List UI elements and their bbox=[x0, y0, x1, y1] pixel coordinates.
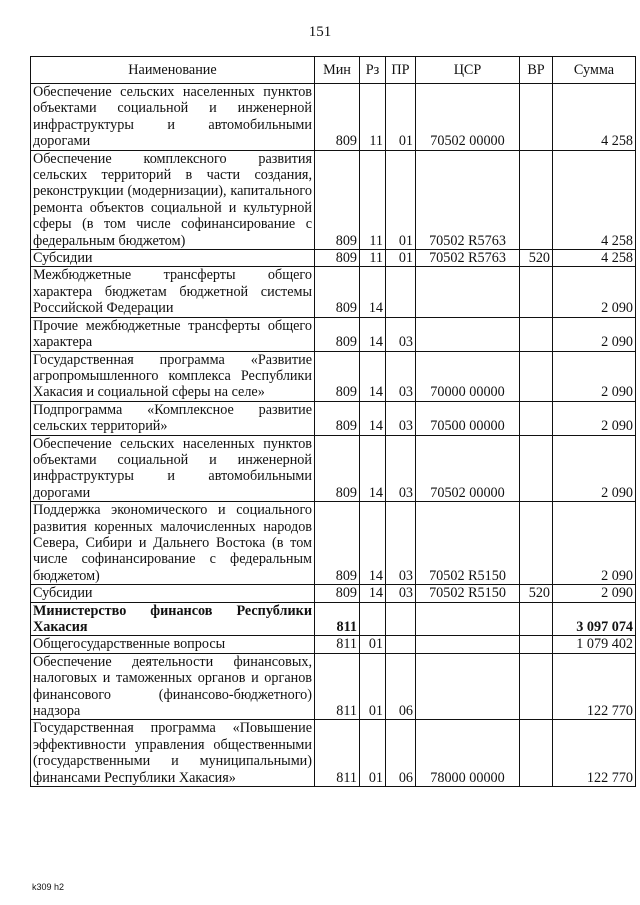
cell-csr: 70502 00000 bbox=[416, 84, 520, 151]
table-row bbox=[31, 250, 636, 267]
cell-csr: 70502 R5150 bbox=[416, 585, 520, 602]
table-row bbox=[31, 435, 636, 502]
table-row bbox=[31, 720, 636, 787]
cell-min: 809 bbox=[315, 150, 360, 249]
table-row bbox=[31, 317, 636, 351]
cell-pr: 03 bbox=[386, 401, 416, 435]
table-row bbox=[31, 653, 636, 720]
header-csr: ЦСР bbox=[416, 57, 520, 84]
cell-vr: 520 bbox=[520, 585, 553, 602]
cell-rz: 14 bbox=[360, 267, 386, 317]
table-header-row bbox=[31, 57, 636, 84]
cell-sum: 122 770 bbox=[553, 653, 636, 720]
cell-name: Субсидии bbox=[31, 250, 315, 267]
cell-csr bbox=[416, 653, 520, 720]
table-row bbox=[31, 84, 636, 151]
header-name: Наименование bbox=[31, 57, 315, 84]
cell-rz bbox=[360, 602, 386, 636]
cell-rz: 14 bbox=[360, 585, 386, 602]
cell-vr bbox=[520, 267, 553, 317]
cell-rz: 14 bbox=[360, 351, 386, 401]
cell-min: 809 bbox=[315, 401, 360, 435]
cell-vr bbox=[520, 602, 553, 636]
cell-min: 809 bbox=[315, 585, 360, 602]
cell-name: Обеспечение сельских населенных пунктов объектами социальной и инженерной инфраструктуры и автомобильными дорогами bbox=[31, 435, 315, 502]
cell-csr: 70000 00000 bbox=[416, 351, 520, 401]
cell-pr: 03 bbox=[386, 317, 416, 351]
cell-rz: 14 bbox=[360, 435, 386, 502]
cell-sum: 4 258 bbox=[553, 250, 636, 267]
cell-vr: 520 bbox=[520, 250, 553, 267]
header-pr: ПР bbox=[386, 57, 416, 84]
cell-name: Прочие межбюджетные трансферты общего характера bbox=[31, 317, 315, 351]
header-vr: ВР bbox=[520, 57, 553, 84]
cell-min: 809 bbox=[315, 435, 360, 502]
cell-min: 811 bbox=[315, 653, 360, 720]
table-row bbox=[31, 150, 636, 249]
footer-code: k309 h2 bbox=[32, 882, 65, 892]
cell-csr: 70500 00000 bbox=[416, 401, 520, 435]
cell-pr: 01 bbox=[386, 150, 416, 249]
cell-csr: 70502 R5150 bbox=[416, 502, 520, 585]
cell-sum: 2 090 bbox=[553, 585, 636, 602]
cell-csr: 70502 00000 bbox=[416, 435, 520, 502]
cell-min: 809 bbox=[315, 267, 360, 317]
cell-min: 811 bbox=[315, 720, 360, 787]
cell-name: Обеспечение деятельности финансовых, налоговых и таможенных органов и органов финансового (финансово-бюджетного) надзора bbox=[31, 653, 315, 720]
cell-sum: 2 090 bbox=[553, 351, 636, 401]
cell-pr: 06 bbox=[386, 653, 416, 720]
table-row bbox=[31, 636, 636, 653]
budget-table bbox=[30, 56, 636, 787]
cell-csr bbox=[416, 602, 520, 636]
cell-csr bbox=[416, 317, 520, 351]
cell-vr bbox=[520, 351, 553, 401]
cell-sum: 4 258 bbox=[553, 84, 636, 151]
table-row bbox=[31, 585, 636, 602]
cell-csr: 78000 00000 bbox=[416, 720, 520, 787]
cell-sum: 122 770 bbox=[553, 720, 636, 787]
table-body bbox=[31, 84, 636, 787]
cell-sum: 2 090 bbox=[553, 401, 636, 435]
cell-name: Межбюджетные трансферты общего характера бюджетам бюджетной системы Российской Федерации bbox=[31, 267, 315, 317]
table-row bbox=[31, 267, 636, 317]
cell-sum: 2 090 bbox=[553, 317, 636, 351]
cell-name: Поддержка экономического и социального развития коренных малочисленных народов Севера, Сибири и Дальнего Востока (в том числе софинансирование с федеральным бюджетом) bbox=[31, 502, 315, 585]
cell-sum: 2 090 bbox=[553, 502, 636, 585]
cell-rz: 01 bbox=[360, 653, 386, 720]
cell-min: 809 bbox=[315, 84, 360, 151]
cell-min: 811 bbox=[315, 636, 360, 653]
cell-name: Государственная программа «Развитие агропромышленного комплекса Республики Хакасия и социальной сферы на селе» bbox=[31, 351, 315, 401]
cell-pr bbox=[386, 636, 416, 653]
cell-vr bbox=[520, 435, 553, 502]
table-row bbox=[31, 351, 636, 401]
header-sum: Сумма bbox=[553, 57, 636, 84]
table-row bbox=[31, 401, 636, 435]
cell-csr bbox=[416, 267, 520, 317]
cell-sum: 1 079 402 bbox=[553, 636, 636, 653]
cell-vr bbox=[520, 84, 553, 151]
cell-pr: 01 bbox=[386, 84, 416, 151]
cell-min: 809 bbox=[315, 502, 360, 585]
cell-pr bbox=[386, 267, 416, 317]
cell-min: 811 bbox=[315, 602, 360, 636]
cell-vr bbox=[520, 150, 553, 249]
cell-rz: 01 bbox=[360, 720, 386, 787]
cell-sum: 3 097 074 bbox=[553, 602, 636, 636]
cell-name: Государственная программа «Повышение эффективности управления общественными (государственными и муниципальными) финансами Республики Хакасия» bbox=[31, 720, 315, 787]
cell-rz: 11 bbox=[360, 250, 386, 267]
cell-vr bbox=[520, 720, 553, 787]
cell-sum: 2 090 bbox=[553, 435, 636, 502]
header-min: Мин bbox=[315, 57, 360, 84]
cell-min: 809 bbox=[315, 351, 360, 401]
cell-csr: 70502 R5763 bbox=[416, 150, 520, 249]
cell-rz: 14 bbox=[360, 317, 386, 351]
cell-rz: 11 bbox=[360, 150, 386, 249]
cell-rz: 11 bbox=[360, 84, 386, 151]
cell-csr bbox=[416, 636, 520, 653]
cell-pr: 03 bbox=[386, 435, 416, 502]
cell-min: 809 bbox=[315, 250, 360, 267]
cell-pr: 01 bbox=[386, 250, 416, 267]
header-rz: Рз bbox=[360, 57, 386, 84]
cell-rz: 14 bbox=[360, 401, 386, 435]
cell-name: Подпрограмма «Комплексное развитие сельских территорий» bbox=[31, 401, 315, 435]
cell-vr bbox=[520, 317, 553, 351]
cell-csr: 70502 R5763 bbox=[416, 250, 520, 267]
cell-name: Обеспечение сельских населенных пунктов объектами социальной и инженерной инфраструктуры и автомобильными дорогами bbox=[31, 84, 315, 151]
cell-vr bbox=[520, 636, 553, 653]
cell-vr bbox=[520, 401, 553, 435]
cell-min: 809 bbox=[315, 317, 360, 351]
cell-name: Обеспечение комплексного развития сельских территорий в части создания, реконструкции (модернизации), капитального ремонта объектов социальной и культурной сферы (в том числе софинансирование с федеральным бюджетом) bbox=[31, 150, 315, 249]
cell-pr bbox=[386, 602, 416, 636]
cell-sum: 2 090 bbox=[553, 267, 636, 317]
cell-pr: 06 bbox=[386, 720, 416, 787]
cell-name: Субсидии bbox=[31, 585, 315, 602]
cell-rz: 01 bbox=[360, 636, 386, 653]
cell-vr bbox=[520, 502, 553, 585]
table-row bbox=[31, 502, 636, 585]
cell-pr: 03 bbox=[386, 585, 416, 602]
table-row bbox=[31, 602, 636, 636]
cell-name: Общегосударственные вопросы bbox=[31, 636, 315, 653]
cell-vr bbox=[520, 653, 553, 720]
page-number: 151 bbox=[308, 24, 332, 40]
cell-pr: 03 bbox=[386, 351, 416, 401]
cell-name: Министерство финансов Республики Хакасия bbox=[31, 602, 315, 636]
cell-sum: 4 258 bbox=[553, 150, 636, 249]
cell-pr: 03 bbox=[386, 502, 416, 585]
cell-rz: 14 bbox=[360, 502, 386, 585]
